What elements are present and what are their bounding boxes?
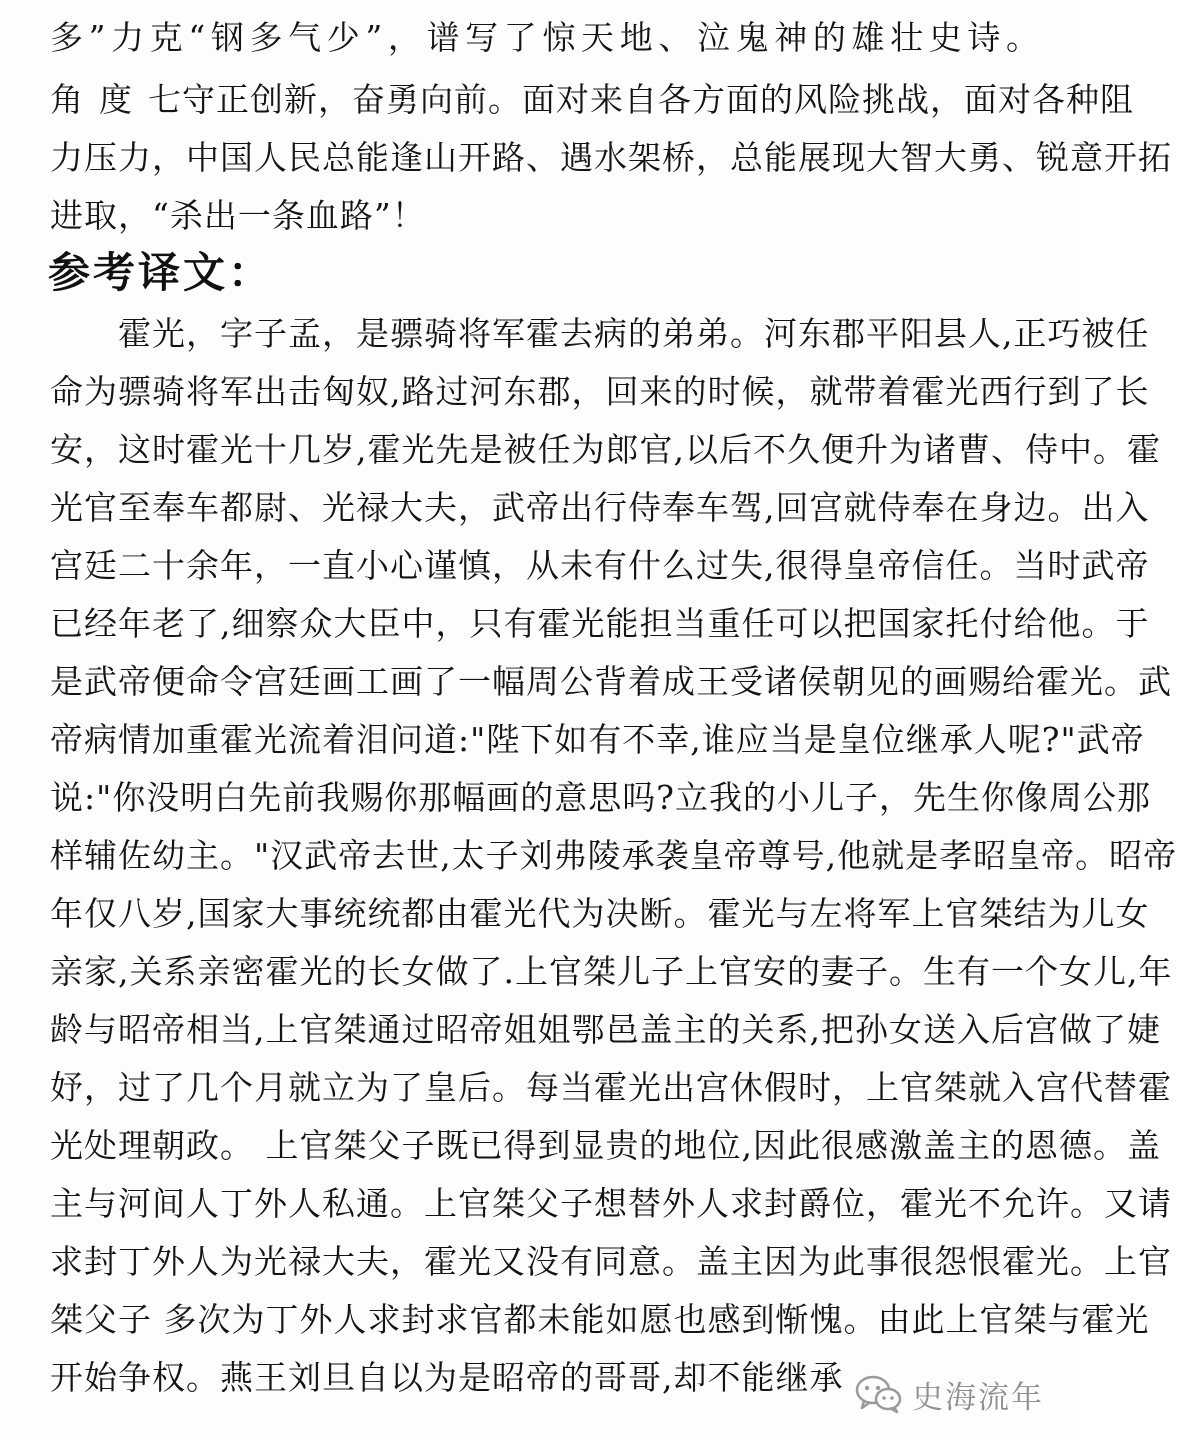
watermark-text: 史海流年	[912, 1379, 1044, 1416]
intro-line: 力压力，中国人民总能逢山开路、遇水架桥，总能展现大智大勇、锐意开拓	[50, 138, 1172, 177]
translation-line: 妤，过了几个月就立为了皇后。每当霍光出宫休假时，上官桀就入宫代替霍	[50, 1068, 1172, 1107]
translation-line: 已经年老了,细察众大臣中，只有霍光能担当重任可以把国家托付给他。于	[50, 604, 1150, 643]
watermark	[854, 1372, 1044, 1416]
translation-line: 命为骠骑将军出击匈奴,路过河东郡，回来的时候，就带着霍光西行到了长	[50, 372, 1150, 411]
angle-label: 角度七	[50, 80, 182, 119]
section-heading: 参考译文：	[48, 248, 274, 297]
translation-line: 安，这时霍光十几岁,霍光先是被任为郎官,以后不久便升为诸曹、侍中。霍	[50, 430, 1161, 469]
translation-line: 光官至奉车都尉、光禄大夫，武帝出行侍奉车驾,回宫就侍奉在身边。出入	[50, 488, 1150, 527]
translation-line: 是武帝便命令宫廷画工画了一幅周公背着成王受诸侯朝见的画赐给霍光。武	[50, 662, 1172, 701]
translation-line: 帝病情加重霍光流着泪问道:"陛下如有不幸,谁应当是皇位继承人呢?"武帝	[50, 720, 1145, 759]
wechat-icon	[854, 1374, 902, 1414]
translation-line: 宫廷二十余年，一直小心谨慎，从未有什么过失,很得皇帝信任。当时武帝	[50, 546, 1150, 585]
translation-line: 开始争权。燕王刘旦自以为是昭帝的哥哥,却不能继承	[50, 1358, 844, 1397]
angle-seven-line	[50, 80, 1134, 120]
translation-line: 说:"你没明白先前我赐你那幅画的意思吗?立我的小儿子，先生你像周公那	[50, 778, 1151, 817]
intro-line: 进取，“杀出一条血路”！	[50, 196, 426, 235]
translation-line: 亲家,关系亲密霍光的长女做了.上官桀儿子上官安的妻子。生有一个女儿,年	[50, 952, 1173, 991]
translation-line: 龄与昭帝相当,上官桀通过昭帝姐姐鄂邑盖主的关系,把孙女送入后宫做了婕	[50, 1010, 1161, 1049]
translation-line: 主与河间人丁外人私通。上官桀父子想替外人求封爵位，霍光不允许。又请	[50, 1184, 1172, 1223]
intro-line: 多”力克“钢多气少”，谱写了惊天地、泣鬼神的雄壮史诗。	[50, 18, 1040, 57]
translation-line: 求封丁外人为光禄大夫，霍光又没有同意。盖主因为此事很怨恨霍光。上官	[50, 1242, 1172, 1281]
translation-line: 桀父子 多次为丁外人求封求官都未能如愿也感到惭愧。由此上官桀与霍光	[50, 1300, 1150, 1339]
angle-text: 守正创新，奋勇向前。面对来自各方面的风险挑战，面对各种阻	[182, 80, 1134, 119]
translation-line: 样辅佐幼主。"汉武帝去世,太子刘弗陵承袭皇帝尊号,他就是孝昭皇帝。昭帝	[50, 836, 1177, 875]
translation-line: 年仅八岁,国家大事统统都由霍光代为决断。霍光与左将军上官桀结为儿女	[50, 894, 1150, 933]
translation-line: 光处理朝政。 上官桀父子既已得到显贵的地位,因此很感激盖主的恩德。盖	[50, 1126, 1161, 1165]
translation-line: 霍光，字子孟，是骠骑将军霍去病的弟弟。河东郡平阳县人,正巧被任	[50, 314, 1150, 353]
